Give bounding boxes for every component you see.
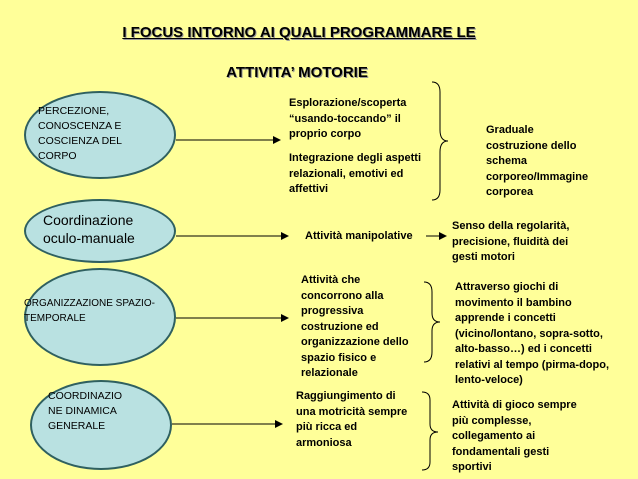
activity-line: costruzione ed xyxy=(301,320,379,333)
diagram-title-line-2: ATTIVITA’ MOTORIE xyxy=(226,64,368,81)
outcome-line: precisione, fluidità dei xyxy=(452,235,569,248)
activity-line: progressiva xyxy=(301,305,364,317)
outcome-line: più complesse, xyxy=(452,414,532,427)
focus-line: TEMPORALE xyxy=(24,313,86,324)
outcome-line: (vicino/lontano, sopra-sotto, xyxy=(455,327,603,340)
activity-manipulative xyxy=(305,229,413,245)
activity-line: una motricità sempre xyxy=(296,405,408,418)
bracket-space-time xyxy=(424,282,440,362)
activity-line: affettivi xyxy=(289,183,329,195)
activity-line: spazio fisico e xyxy=(301,351,377,364)
outcome-line: lento-veloce) xyxy=(455,374,523,386)
outcome-line: alto-basso…) ed i concetti xyxy=(455,343,592,355)
activity-line: organizzazione dello xyxy=(301,336,409,348)
outcome-line: gesti motori xyxy=(452,251,515,263)
diagram-title-line-1: I FOCUS INTORNO AI QUALI PROGRAMMARE LE xyxy=(122,24,476,41)
outcome-line: corporea xyxy=(486,186,534,198)
activity-line: armoniosa xyxy=(296,436,352,449)
activity-line: più ricca ed xyxy=(296,421,358,433)
activity-line: concorrono alla xyxy=(301,289,384,302)
focus-line: COORDINAZIO xyxy=(48,390,123,402)
outcome-line: movimento il bambino xyxy=(455,296,572,309)
outcome-sport-gestures xyxy=(452,398,577,476)
outcome-line: collegamento ai xyxy=(452,430,536,442)
activity-line: relazionale xyxy=(301,367,358,379)
activity-line: Esplorazione/scoperta xyxy=(289,97,407,109)
focus-line: COSCIENZA DEL xyxy=(38,135,123,147)
activity-line: Attività manipolative xyxy=(305,230,413,242)
outcome-body-schema xyxy=(486,123,588,201)
outcome-line: apprende i concetti xyxy=(455,312,556,324)
focus-line: PERCEZIONE, xyxy=(38,105,110,117)
focus-line: NE DINAMICA xyxy=(48,405,117,417)
activity-line: Integrazione degli aspetti xyxy=(289,152,422,164)
bracket-body xyxy=(432,82,448,200)
focus-line: oculo-manuale xyxy=(43,230,135,246)
outcome-concepts xyxy=(455,280,609,389)
activity-line: “usando-toccando” il xyxy=(289,112,401,125)
outcome-line: Attraverso giochi di xyxy=(455,281,559,293)
bracket-dynamic xyxy=(422,392,438,470)
activity-integration xyxy=(289,151,421,198)
outcome-regularity xyxy=(452,219,569,266)
outcome-line: costruzione dello xyxy=(486,139,577,152)
outcome-line: Attività di gioco sempre xyxy=(452,399,577,411)
activity-spatial-organization xyxy=(301,273,409,382)
outcome-line: Graduale xyxy=(486,124,534,136)
activity-line: relazionali, emotivi ed xyxy=(289,167,404,180)
outcome-line: corporeo/Immagine xyxy=(486,170,589,183)
focus-line: CORPO xyxy=(38,150,77,162)
outcome-line: fondamentali gesti xyxy=(452,445,550,458)
focus-line: Coordinazione xyxy=(43,212,134,228)
focus-line: GENERALE xyxy=(48,420,106,432)
focus-line: ORGANIZZAZIONE SPAZIO- xyxy=(24,298,155,309)
activity-line: Raggiungimento di xyxy=(296,390,396,402)
activity-line: proprio corpo xyxy=(289,128,362,140)
activity-motor-skills xyxy=(296,389,407,451)
outcome-line: Senso della regolarità, xyxy=(452,220,570,232)
focus-line: CONOSCENZA E xyxy=(38,120,122,132)
activity-exploration xyxy=(289,96,406,143)
outcome-line: sportivi xyxy=(452,461,492,473)
outcome-line: relativi al tempo (pirma-dopo, xyxy=(455,358,610,371)
outcome-line: schema xyxy=(486,155,527,167)
activity-line: Attività che xyxy=(301,274,361,286)
